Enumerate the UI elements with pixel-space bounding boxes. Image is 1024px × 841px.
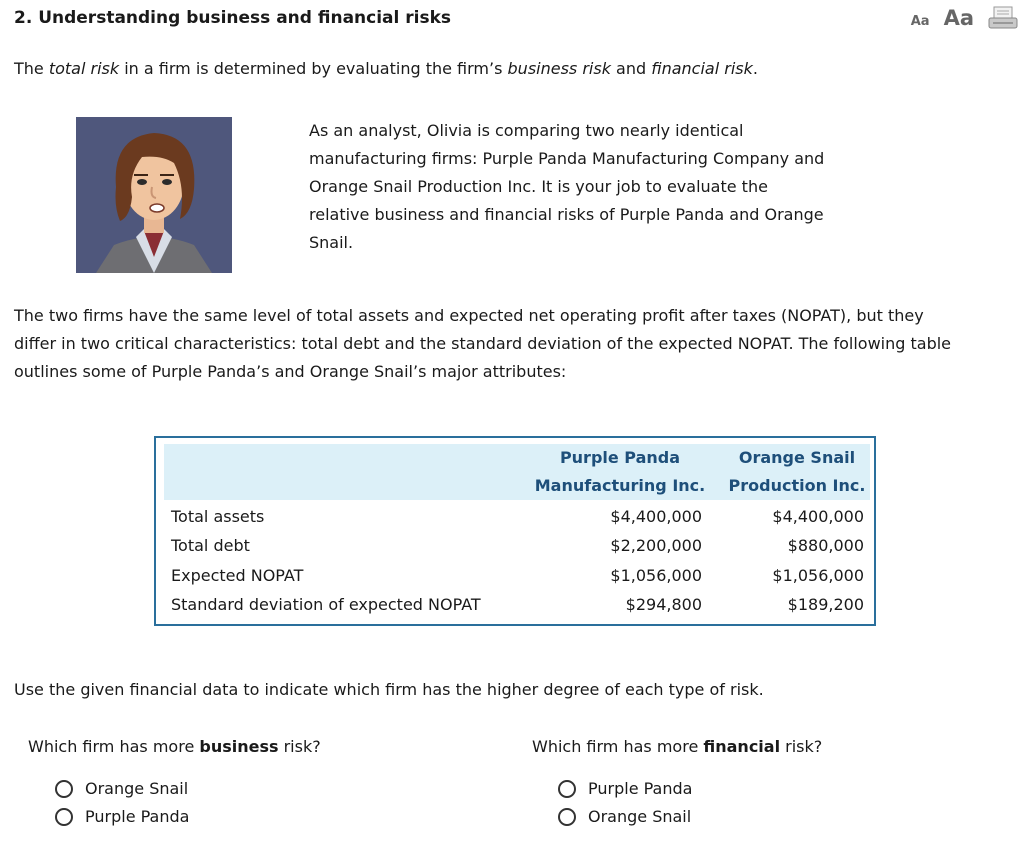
financial-risk-option-purple-panda[interactable] <box>558 779 692 798</box>
orange-snail-total-assets: $4,400,000 <box>772 507 864 526</box>
financial-risk-option-orange-snail[interactable] <box>558 807 691 826</box>
term-business-risk: business risk <box>507 59 611 78</box>
question-keyword: financial <box>703 737 781 756</box>
question-keyword: business <box>199 737 279 756</box>
column-header-line: Orange Snail <box>738 448 856 467</box>
row-label-total-assets: Total assets <box>171 507 265 526</box>
page-title: 2. Understanding business and financial risks <box>14 8 452 28</box>
increase-font-button[interactable]: Aa <box>943 6 974 30</box>
purple-panda-total-debt: $2,200,000 <box>610 536 702 555</box>
intro-part: The <box>14 59 49 78</box>
orange-snail-total-debt: $880,000 <box>787 536 864 555</box>
column-header-purple-panda <box>528 444 712 500</box>
scenario-line: manufacturing firms: Purple Panda Manufacturing Company and <box>309 149 825 168</box>
scenario-line: Orange Snail Production Inc. It is your job to evaluate the <box>309 177 768 196</box>
question-text: Which firm has more <box>532 737 704 756</box>
row-label-expected-nopat: Expected NOPAT <box>171 566 304 585</box>
scenario-line: As an analyst, Olivia is comparing two nearly identical <box>309 121 744 140</box>
orange-snail-std-dev-nopat: $189,200 <box>787 595 864 614</box>
question-financial-risk <box>532 737 822 756</box>
radio-button[interactable] <box>558 808 576 826</box>
radio-button[interactable] <box>558 780 576 798</box>
instruction-text: Use the given financial data to indicate which firm has the higher degree of each type of risk. <box>14 680 764 699</box>
row-label-total-debt: Total debt <box>171 536 250 555</box>
column-header-line: Manufacturing Inc. <box>534 476 706 495</box>
analyst-avatar <box>76 117 232 273</box>
description-text <box>14 302 1014 386</box>
description-line: The two firms have the same level of total assets and expected net operating profit after taxes (NOPAT), but they <box>14 306 924 325</box>
column-header-line: Production Inc. <box>728 476 866 495</box>
term-total-risk: total risk <box>48 59 120 78</box>
description-line: outlines some of Purple Panda’s and Orange Snail’s major attributes: <box>14 362 567 381</box>
intro-part: . <box>752 59 758 78</box>
radio-button[interactable] <box>55 808 73 826</box>
decrease-font-button[interactable]: Aa <box>910 13 930 29</box>
option-label: Orange Snail <box>85 779 189 798</box>
attributes-table <box>154 436 876 626</box>
purple-panda-total-assets: $4,400,000 <box>610 507 702 526</box>
question-text: risk? <box>780 737 823 756</box>
intro-part: in a firm is determined by evaluating the firm’s <box>119 59 508 78</box>
purple-panda-std-dev-nopat: $294,800 <box>625 595 702 614</box>
business-risk-option-purple-panda[interactable] <box>55 807 189 826</box>
option-label: Orange Snail <box>588 807 692 826</box>
radio-button[interactable] <box>55 780 73 798</box>
row-label-std-dev-nopat: Standard deviation of expected NOPAT <box>171 595 481 614</box>
column-header-line: Purple Panda <box>559 448 681 467</box>
term-financial-risk: financial risk <box>651 59 753 78</box>
column-header-orange-snail <box>722 444 872 500</box>
question-text: Which firm has more <box>28 737 200 756</box>
description-line: differ in two critical characteristics: total debt and the standard deviation of the expected NOPAT. The following table <box>14 334 952 353</box>
option-label: Purple Panda <box>588 779 693 798</box>
scenario-line: relative business and financial risks of Purple Panda and Orange <box>309 205 824 224</box>
option-label: Purple Panda <box>85 807 190 826</box>
scenario-line: Snail. <box>309 233 354 252</box>
print-icon[interactable] <box>988 6 1018 30</box>
business-risk-option-orange-snail[interactable] <box>55 779 188 798</box>
purple-panda-expected-nopat: $1,056,000 <box>610 566 702 585</box>
question-text: risk? <box>278 737 321 756</box>
orange-snail-expected-nopat: $1,056,000 <box>772 566 864 585</box>
question-business-risk <box>28 737 321 756</box>
font-tools <box>911 6 1018 30</box>
intro-text <box>14 58 758 80</box>
scenario-text <box>309 117 869 257</box>
intro-part: and <box>610 59 652 78</box>
